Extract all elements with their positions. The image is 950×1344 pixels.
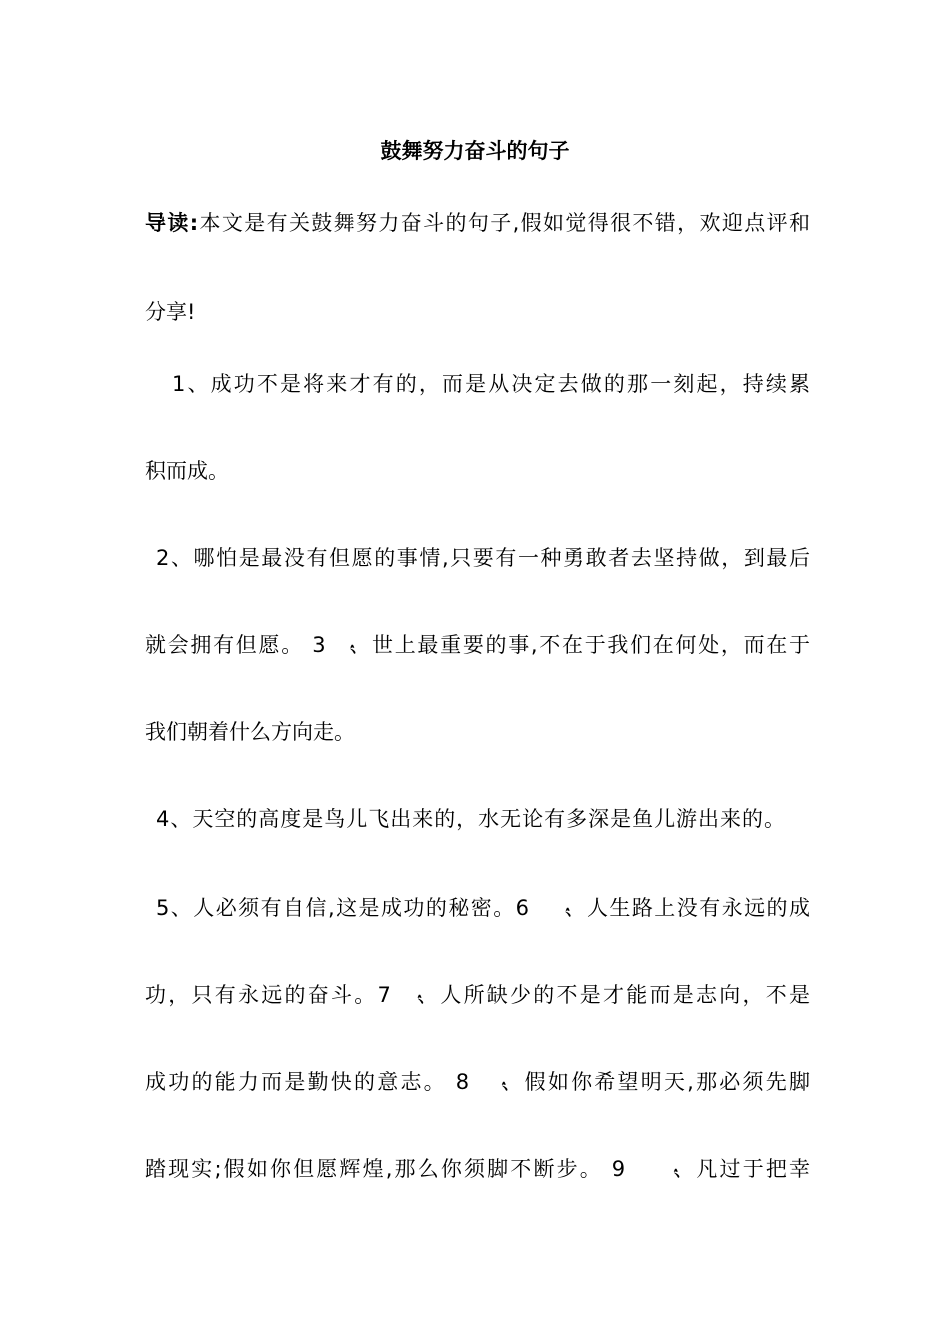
item-8-text: 、假如你希望明天,那必须先脚 xyxy=(499,1070,810,1094)
item-3-continuation: 我们朝着什么方向走。 xyxy=(145,720,355,744)
item-6-text: 、人生路上没有永远的成 xyxy=(563,896,810,920)
intro-continuation: 分享! xyxy=(145,300,196,324)
item-2-text-a: 就会拥有但愿。 3 xyxy=(145,633,326,657)
intro-label: 导读: xyxy=(145,211,199,235)
item-2-continuation xyxy=(145,630,810,662)
item-2-line: 2、哪怕是最没有但愿的事情,只要有一种勇敢者去坚持做，到最后 xyxy=(156,546,810,570)
item-8-continuation xyxy=(145,1154,810,1186)
item-7-text-b: 成功的能力而是勤快的意志。 8 xyxy=(145,1070,470,1094)
item-9-text: 、凡过于把幸 xyxy=(671,1157,810,1181)
item-7-continuation xyxy=(145,1067,810,1099)
intro-line xyxy=(145,208,810,238)
item-8-text-b: 踏现实;假如你但愿辉煌,那么你须脚不断步。 9 xyxy=(145,1157,626,1181)
item-1-line: 1、成功不是将来才有的，而是从决定去做的那一刻起，持续累 xyxy=(172,372,810,396)
item-5-line xyxy=(156,893,810,925)
item-4-line: 4、天空的高度是鸟儿飞出来的，水无论有多深是鱼儿游出来的。 xyxy=(156,807,785,831)
intro-text: 本文是有关鼓舞努力奋斗的句子,假如觉得很不错，欢迎点评和 xyxy=(198,211,810,235)
item-6-continuation xyxy=(145,980,810,1012)
item-7-text: 、人所缺少的不是才能而是志向，不是 xyxy=(414,983,810,1007)
item-3-text: 、世上最重要的事,不在于我们在何处，而在于 xyxy=(347,633,810,657)
item-5-text: 5、人必须有自信,这是成功的秘密。6 xyxy=(156,896,530,920)
item-6-text-b: 功，只有永远的奋斗。7 xyxy=(145,983,391,1007)
item-1-continuation: 积而成。 xyxy=(145,459,229,483)
document-title: 鼓舞努力奋斗的句子 xyxy=(380,139,570,163)
